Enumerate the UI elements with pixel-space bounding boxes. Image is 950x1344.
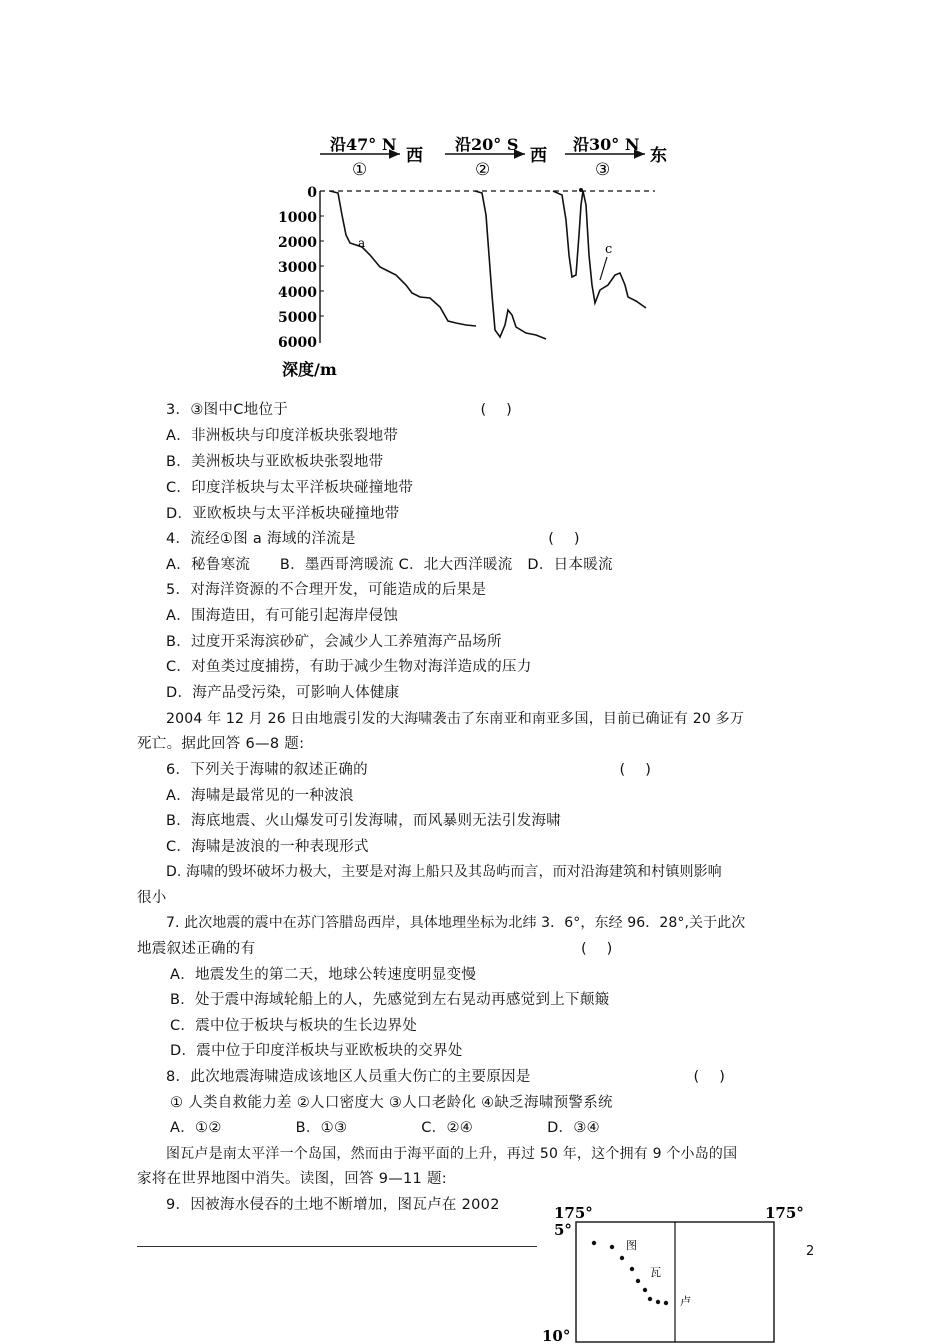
map-name-char-1: 图 [626,1239,637,1252]
question-5-option-d: D．海产品受污染，可影响人体健康 [166,685,400,701]
question-5-stem: 5．对海洋资源的不合理开发，可能造成的后果是 [166,582,487,598]
question-6-option-d-line-1: D. 海啸的毁坏破坏力极大，主要是对海上船只及其岛屿而言，而对沿海建筑和村镇则影响 [166,864,722,880]
profile-header-3 [565,135,667,180]
question-8-options: A．①② B．①③ C．②④ D．③④ [170,1120,600,1136]
question-8-stem: 8．此次地震海啸造成该地区人员重大伤亡的主要原因是 ( ) [166,1069,726,1085]
section-direction: 西 [406,146,423,166]
question-3-option-a: A．非洲板块与印度洋板块张裂地带 [166,428,399,444]
depth-axis-label: 深度/m [282,360,337,379]
question-3-stem: 3．③图中C地位于 ( ) [166,402,513,418]
section-direction: 西 [530,146,547,166]
question-5-option-b: B．过度开采海滨砂矿，会减少人工养殖海产品场所 [166,634,502,650]
footer-rule [137,1246,537,1247]
question-8-choices: ① 人类自救能力差 ②人口密度大 ③人口老龄化 ④缺乏海啸预警系统 [170,1095,613,1111]
seafloor-profile-2 [475,191,546,339]
section-direction: 东 [650,146,667,166]
map-lat-label-top: 5° [554,1221,572,1239]
map-lon-label-left: 175° [554,1204,593,1222]
question-4-stem: 4．流经①图 a 海域的洋流是 ( ) [166,531,580,547]
depth-tick-label: 3000 [278,260,317,276]
depth-tick-label: 6000 [278,335,317,351]
question-7-option-a: A．地震发生的第二天，地球公转速度明显变慢 [170,967,477,983]
question-5-option-c: C．对鱼类过度捕捞，有助于减少生物对海洋造成的压力 [166,659,532,675]
depth-tick-label: 1000 [278,210,317,226]
section-number: ① [352,160,368,180]
question-3-option-c: C．印度洋板块与太平洋板块碰撞地带 [166,480,414,496]
question-7-option-c: C．震中位于板块与板块的生长边界处 [170,1018,418,1034]
island-dot [620,1256,624,1260]
point-c-pointer [600,257,607,280]
depth-tick-label: 2000 [278,235,317,251]
question-7-option-d: D．震中位于印度洋板块与亚欧板块的交界处 [170,1043,463,1059]
tsunami-intro-line-1: 2004 年 12 月 26 日由地震引发的大海啸袭击了东南亚和南亚多国，目前已确证有 20 多万 [166,711,745,727]
question-6-option-d-line-2: 很小 [137,890,167,906]
island-dot [643,1288,647,1292]
island-dot [630,1267,634,1271]
question-6-stem: 6．下列关于海啸的叙述正确的 ( ) [166,762,652,778]
island-dot [664,1301,668,1305]
question-6-option-a: A．海啸是最常见的一种波浪 [166,788,354,804]
tuvalu-intro-line-2: 家将在世界地图中消失。读图，回答 9—11 题: [137,1171,447,1187]
question-7-stem-line-1: 7. 此次地震的震中在苏门答腊岛西岸，具体地理坐标为北纬 3．6°，东经 96．28°,关于此次 [166,915,746,931]
question-4-options: A．秘鲁寒流 B．墨西哥湾暖流 C．北大西洋暖流 D．日本暖流 [166,557,613,573]
depth-ticks [278,185,324,351]
question-7-stem-line-2: 地震叙述正确的有 ( ) [137,941,613,957]
tuvalu-intro-line-1: 图瓦卢是南太平洋一个岛国，然而由于海平面的上升，再过 50 年，这个拥有 9 个小岛的国 [166,1146,738,1162]
island-dot [636,1279,640,1283]
question-7-option-b: B．处于震中海域轮船上的人，先感觉到左右晃动再感觉到上下颠簸 [170,992,610,1008]
map-lat-label-bottom: 10° [542,1327,571,1344]
section-label: 沿20° S [455,135,519,154]
point-a-label: a [358,236,366,250]
section-number: ② [475,160,491,180]
question-3-option-d: D．亚欧板块与太平洋板块碰撞地带 [166,506,400,522]
map-name-char-3: 卢 [680,1295,691,1308]
question-5-option-a: A．围海造田，有可能引起海岸侵蚀 [166,608,399,624]
island-dot [610,1245,614,1249]
section-label: 沿30° N [573,135,640,154]
profile-header-2 [445,135,547,180]
island-dot [592,1241,596,1245]
seafloor-profile-1 [330,191,476,326]
question-9-stem: 9．因被海水侵吞的土地不断增加，图瓦卢在 2002 [166,1197,500,1213]
depth-tick-label: 4000 [278,285,317,301]
seafloor-profile-3 [553,191,646,308]
island-dot [656,1300,660,1304]
question-3-option-b: B．美洲板块与亚欧板块张裂地带 [166,454,384,470]
section-label: 沿47° N [330,135,397,154]
island-dot [648,1297,652,1301]
question-6-option-c: C．海啸是波浪的一种表现形式 [166,839,369,855]
point-c-label: c [605,242,613,257]
tuvalu-map [540,1198,810,1344]
map-lon-label-right: 175° [765,1204,804,1222]
profile-header-1 [320,135,423,180]
tsunami-intro-line-2: 死亡。据此回答 6—8 题: [137,736,305,752]
depth-tick-label: 0 [307,185,317,201]
ocean-profile-figure [270,125,700,385]
page-number: 2 [806,1244,815,1259]
map-name-char-2: 瓦 [650,1266,661,1279]
question-6-option-b: B．海底地震、火山爆发可引发海啸，而风暴则无法引发海啸 [166,813,562,829]
depth-tick-label: 5000 [278,310,317,326]
section-number: ③ [595,160,611,180]
